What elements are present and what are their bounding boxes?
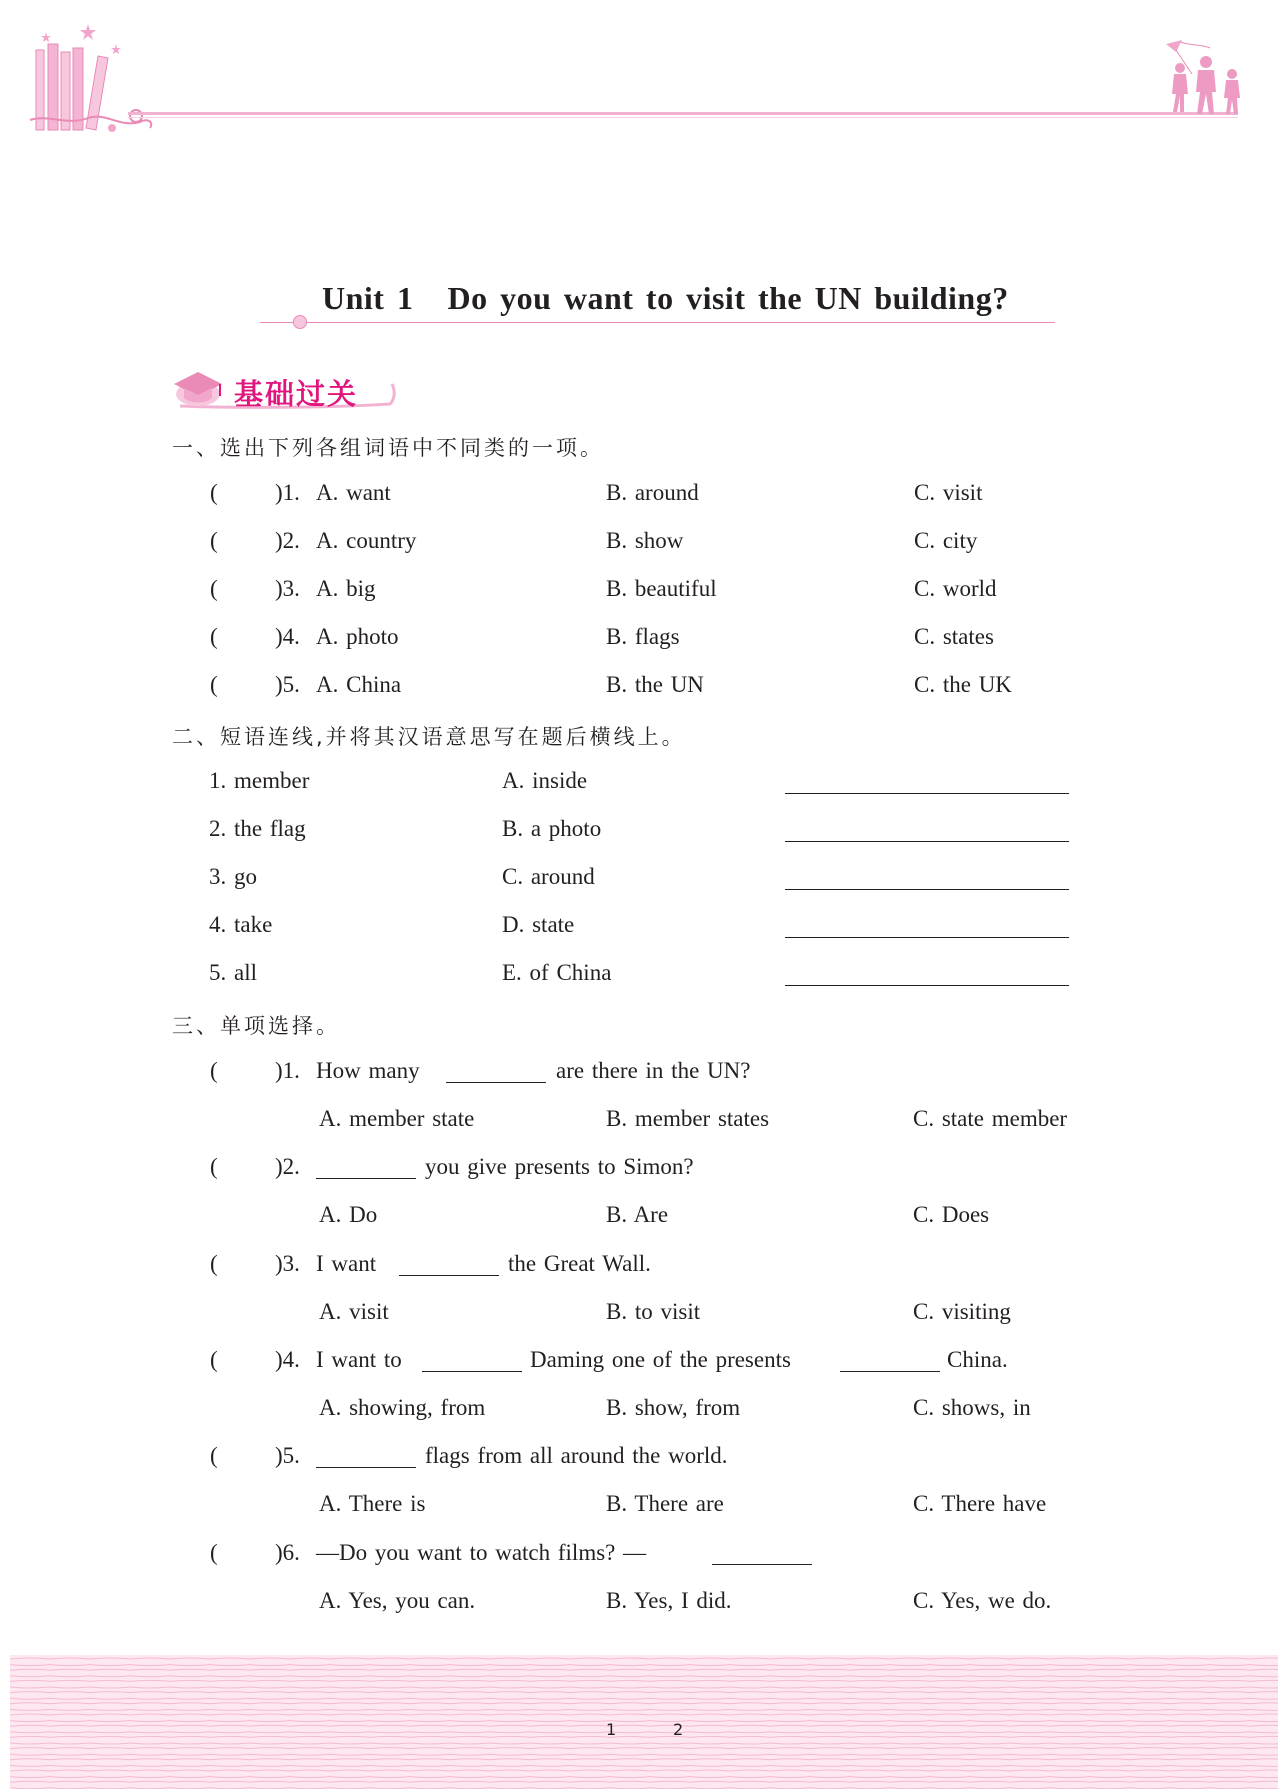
option-b: B. Yes, I did. — [606, 1588, 732, 1613]
title-underline — [260, 322, 1055, 323]
option-a: A. photo — [316, 624, 399, 649]
footer-wave-line — [10, 1770, 1278, 1771]
option-c: C. state member — [913, 1106, 1068, 1131]
answer-paren[interactable]: ( — [210, 1058, 218, 1083]
option-b: B. There are — [606, 1491, 724, 1516]
fill-blank[interactable] — [840, 1371, 940, 1372]
footer-wave-line — [10, 1736, 1278, 1737]
answer-paren[interactable]: ( — [210, 576, 218, 601]
option-c: C. Yes, we do. — [913, 1588, 1052, 1613]
answer-paren[interactable]: ( — [210, 528, 218, 553]
unit-question: Do you want to visit the UN building? — [447, 280, 1009, 316]
answer-line[interactable] — [785, 937, 1069, 938]
footer-wave-line — [10, 1777, 1278, 1778]
option-b: B. around — [606, 480, 699, 505]
phrase-right[interactable]: C. around — [502, 864, 595, 889]
option-c: C. city — [914, 528, 978, 553]
phrase-left[interactable]: 3. go — [209, 864, 257, 889]
option-c: C. the UK — [914, 672, 1012, 697]
footer-wave-line — [10, 1781, 1278, 1782]
phrase-left[interactable]: 5. all — [209, 960, 257, 985]
fill-blank[interactable] — [316, 1178, 416, 1179]
question-number: )5. — [275, 1443, 300, 1468]
question-text: China. — [947, 1347, 1008, 1372]
option-a: A. Do — [319, 1202, 378, 1227]
option-c: C. Does — [913, 1202, 990, 1227]
question-text: flags from all around the world. — [425, 1443, 728, 1468]
fill-blank[interactable] — [399, 1275, 499, 1276]
footer-wave-line — [10, 1714, 1278, 1715]
footer-band — [10, 1655, 1278, 1789]
option-c: C. There have — [913, 1491, 1047, 1516]
section3-heading: 三、单项选择。 — [172, 1014, 340, 1038]
graduation-cap-icon — [174, 372, 222, 406]
question-text: the Great Wall. — [508, 1251, 651, 1276]
option-c: C. visiting — [913, 1299, 1011, 1324]
option-b: B. the UN — [606, 672, 704, 697]
footer-wave-line — [10, 1698, 1278, 1699]
item-number: )3. — [275, 576, 300, 601]
fill-blank[interactable] — [422, 1371, 522, 1372]
question-number: )1. — [275, 1058, 300, 1083]
unit-title — [322, 280, 1009, 317]
fill-blank[interactable] — [712, 1564, 812, 1565]
answer-paren[interactable]: ( — [210, 1540, 218, 1565]
footer-wave-line — [10, 1754, 1278, 1755]
answer-paren[interactable]: ( — [210, 1347, 218, 1372]
option-a: A. There is — [319, 1491, 426, 1516]
footer-wave-line — [10, 1765, 1278, 1766]
footer-wave-line — [10, 1759, 1278, 1760]
option-a: A. Yes, you can. — [319, 1588, 476, 1613]
footer-wave-line — [10, 1669, 1278, 1670]
footer-wave-line — [10, 1725, 1278, 1726]
option-a: A. visit — [319, 1299, 389, 1324]
option-a: A. big — [316, 576, 376, 601]
phrase-left[interactable]: 4. take — [209, 912, 273, 937]
header-rule-thin — [128, 117, 1238, 118]
answer-paren[interactable]: ( — [210, 480, 218, 505]
answer-paren[interactable]: ( — [210, 1251, 218, 1276]
option-c: C. shows, in — [913, 1395, 1031, 1420]
phrase-right[interactable]: B. a photo — [502, 816, 602, 841]
item-number: )4. — [275, 624, 300, 649]
question-number: )4. — [275, 1347, 300, 1372]
footer-wave-line — [10, 1748, 1278, 1749]
answer-paren[interactable]: ( — [210, 1154, 218, 1179]
option-c: C. states — [914, 624, 994, 649]
header-books-icon — [28, 18, 158, 143]
option-b: B. member states — [606, 1106, 770, 1131]
footer-wave-line — [10, 1721, 1278, 1722]
footer-wave-line — [10, 1687, 1278, 1688]
option-b: B. to visit — [606, 1299, 701, 1324]
option-c: C. visit — [914, 480, 983, 505]
phrase-right[interactable]: E. of China — [502, 960, 612, 985]
answer-paren[interactable]: ( — [210, 672, 218, 697]
answer-paren[interactable]: ( — [210, 624, 218, 649]
option-a: A. China — [316, 672, 402, 697]
option-b: B. Are — [606, 1202, 669, 1227]
header-rule — [128, 112, 1238, 115]
option-b: B. show, from — [606, 1395, 741, 1420]
answer-paren[interactable]: ( — [210, 1443, 218, 1468]
header-children-kite-icon — [1158, 38, 1248, 123]
answer-line[interactable] — [785, 985, 1069, 986]
footer-wave-line — [10, 1680, 1278, 1681]
question-number: )2. — [275, 1154, 300, 1179]
section2-heading: 二、短语连线,并将其汉语意思写在题后横线上。 — [172, 725, 686, 749]
footer-wave-line — [10, 1665, 1278, 1666]
page-number-right: 2 — [673, 1720, 684, 1739]
footer-wave-line — [10, 1703, 1278, 1704]
footer-wave-line — [10, 1658, 1278, 1659]
fill-blank[interactable] — [316, 1467, 416, 1468]
answer-line[interactable] — [785, 793, 1069, 794]
section1-heading: 一、选出下列各组词语中不同类的一项。 — [172, 436, 604, 460]
option-b: B. beautiful — [606, 576, 717, 601]
title-dot — [293, 315, 307, 329]
question-text: How many — [316, 1058, 420, 1083]
footer-wave-line — [10, 1692, 1278, 1693]
phrase-right[interactable]: D. state — [502, 912, 575, 937]
footer-wave-line — [10, 1709, 1278, 1710]
question-number: )6. — [275, 1540, 300, 1565]
option-b: B. show — [606, 528, 684, 553]
answer-line[interactable] — [785, 841, 1069, 842]
option-c: C. world — [914, 576, 997, 601]
option-a: A. country — [316, 528, 417, 553]
item-number: )2. — [275, 528, 300, 553]
question-text: I want to — [316, 1347, 402, 1372]
item-number: )5. — [275, 672, 300, 697]
option-a: A. member state — [319, 1106, 475, 1131]
banner-title: 基础过关 — [234, 377, 359, 411]
option-b: B. flags — [606, 624, 680, 649]
answer-line[interactable] — [785, 889, 1069, 890]
question-text: Daming one of the presents — [530, 1347, 791, 1372]
footer-wave-line — [10, 1676, 1278, 1677]
page-number-left: 1 — [606, 1720, 617, 1739]
item-number: )1. — [275, 480, 300, 505]
question-text: you give presents to Simon? — [425, 1154, 694, 1179]
phrase-right[interactable]: A. inside — [502, 768, 588, 793]
option-a: A. want — [316, 480, 391, 505]
question-text: are there in the UN? — [556, 1058, 751, 1083]
footer-wave-line — [10, 1732, 1278, 1733]
unit-number: Unit 1 — [322, 280, 414, 316]
question-text: I want — [316, 1251, 377, 1276]
phrase-left[interactable]: 1. member — [209, 768, 310, 793]
fill-blank[interactable] — [446, 1082, 546, 1083]
question-number: )3. — [275, 1251, 300, 1276]
footer-wave-line — [10, 1743, 1278, 1744]
question-text: —Do you want to watch films? — — [316, 1540, 647, 1565]
option-a: A. showing, from — [319, 1395, 486, 1420]
phrase-left[interactable]: 2. the flag — [209, 816, 306, 841]
